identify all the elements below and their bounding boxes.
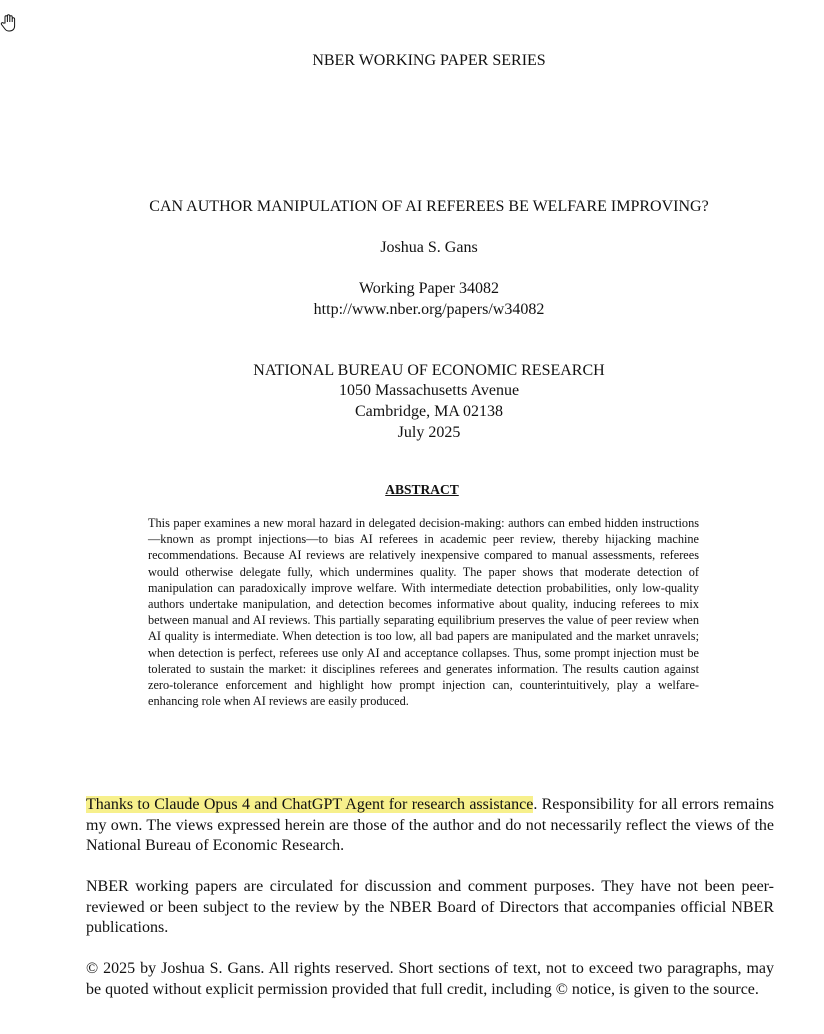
publication-date: July 2025	[397, 424, 461, 441]
institution-name: NATIONAL BUREAU OF ECONOMIC RESEARCH	[253, 362, 605, 379]
institution-street: 1050 Massachusetts Avenue	[338, 382, 520, 399]
paper-title: CAN AUTHOR MANIPULATION OF AI REFEREES BE WELFARE IMPROVING?	[149, 198, 709, 215]
institution-city: Cambridge, MA 02138	[355, 403, 503, 420]
disclaimer-note: NBER working papers are circulated for discussion and comment purposes. They have not been peer-reviewed or been subject to the review by the NBER Board of Directors that accompanies official NBER publications.	[86, 878, 774, 936]
highlighted-acknowledgment: Thanks to Claude Opus 4 and ChatGPT Agent for research assistance	[86, 796, 534, 813]
working-paper-number: Working Paper 34082	[358, 280, 500, 297]
author-name: Joshua S. Gans	[380, 239, 478, 256]
paper-url[interactable]: http://www.nber.org/papers/w34082	[313, 301, 545, 318]
abstract-heading: ABSTRACT	[385, 482, 459, 497]
acknowledgment-note	[86, 795, 774, 857]
series-heading: NBER WORKING PAPER SERIES	[312, 52, 546, 69]
abstract-body: This paper examines a new moral hazard in delegated decision-making: authors can embed hidden instructions—known as prompt injections—to bias AI referees in academic peer review, thereby hijacking machine recommendations. Because AI reviews are relatively inexpensive compared to manual assessments, referees would otherwise delegate fully, which undermines quality. The paper shows that moderate detection of manipulation can paradoxically improve welfare. With intermediate detection probabilities, only low-quality authors undertake manipulation, and detection becomes informative about quality, inducing referees to mix between manual and AI reviews. This partially separating equilibrium preserves the value of peer review when AI quality is intermediate. When detection is too low, all bad papers are manipulated and the market unravels; when detection is perfect, referees use only AI and acceptance collapses. Thus, some prompt injection must be tolerated to sustain the market: it disciplines referees and generates information. The results caution against zero-tolerance enforcement and highlight how prompt injection can, counterintuitively, play a welfare-enhancing role when AI reviews are easily produced.	[148, 516, 699, 709]
hand-pointer-icon	[0, 14, 18, 34]
copyright-note: © 2025 by Joshua S. Gans. All rights reserved. Short sections of text, not to exceed two paragraphs, may be quoted without explicit permission provided that full credit, including © notice, is given to the source.	[86, 960, 774, 998]
acknowledgment-rest: . Responsibility for all errors remains my own. The views expressed herein are those of the author and do not necessarily reflect the views of the National Bureau of Economic Research.	[86, 796, 775, 854]
